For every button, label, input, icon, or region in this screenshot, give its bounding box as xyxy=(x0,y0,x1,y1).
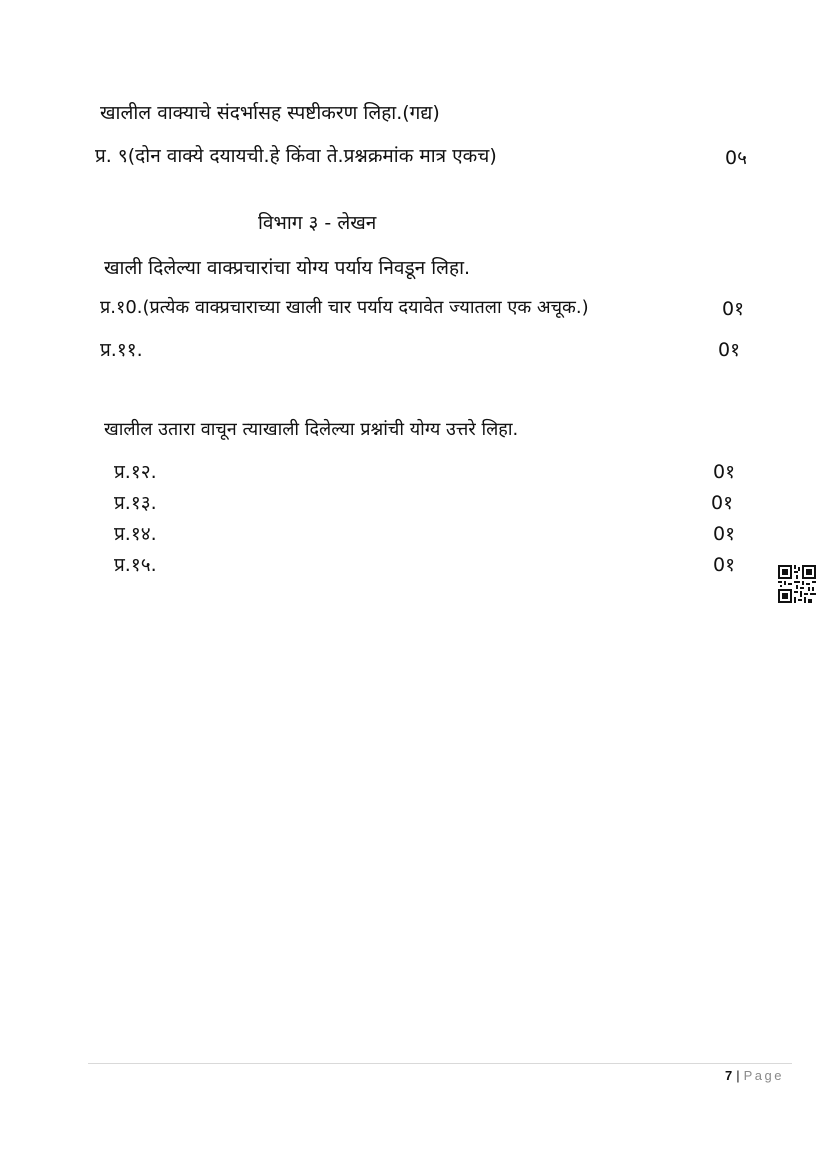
question-13-label: प्र.१३. xyxy=(114,492,157,514)
question-15-marks: 0१ xyxy=(713,554,735,576)
question-15-label: प्र.१५. xyxy=(114,554,157,576)
question-14-marks: 0१ xyxy=(713,523,735,545)
gadya-heading: खालील वाक्याचे संदर्भासह स्पष्टीकरण लिहा.(गद्य) xyxy=(100,102,440,124)
footer-divider xyxy=(88,1063,792,1064)
question-10-text: प्र.१0.(प्रत्येक वाक्प्रचाराच्या खाली चार पर्याय दयावेत ज्यातला एक अचूक.) xyxy=(100,297,589,318)
question-12-marks: 0१ xyxy=(713,461,735,483)
question-12-label: प्र.१२. xyxy=(114,461,157,483)
page-footer xyxy=(725,1068,784,1083)
question-10-marks: 0१ xyxy=(722,298,744,320)
footer-separator: | xyxy=(736,1068,740,1083)
idiom-instruction: खाली दिलेल्या वाक्प्रचारांचा योग्य पर्याय निवडून लिहा. xyxy=(104,257,471,279)
question-13-marks: 0१ xyxy=(711,492,733,514)
question-11-marks: 0१ xyxy=(718,339,740,361)
section-3-title: विभाग ३ - लेखन xyxy=(258,212,377,234)
passage-instruction: खालील उतारा वाचून त्याखाली दिलेल्या प्रश्नांची योग्य उत्तरे लिहा. xyxy=(104,419,519,440)
qr-code-icon xyxy=(778,565,816,603)
question-9-marks: 0५ xyxy=(725,147,747,169)
question-9-text: प्र. ९(दोन वाक्ये दयायची.हे किंवा ते.प्रश्नक्रमांक मात्र एकच) xyxy=(95,145,497,167)
question-11-text: प्र.११. xyxy=(100,339,143,361)
question-14-label: प्र.१४. xyxy=(114,523,157,545)
page-number: 7 xyxy=(725,1068,733,1083)
page-label: Page xyxy=(743,1068,784,1083)
